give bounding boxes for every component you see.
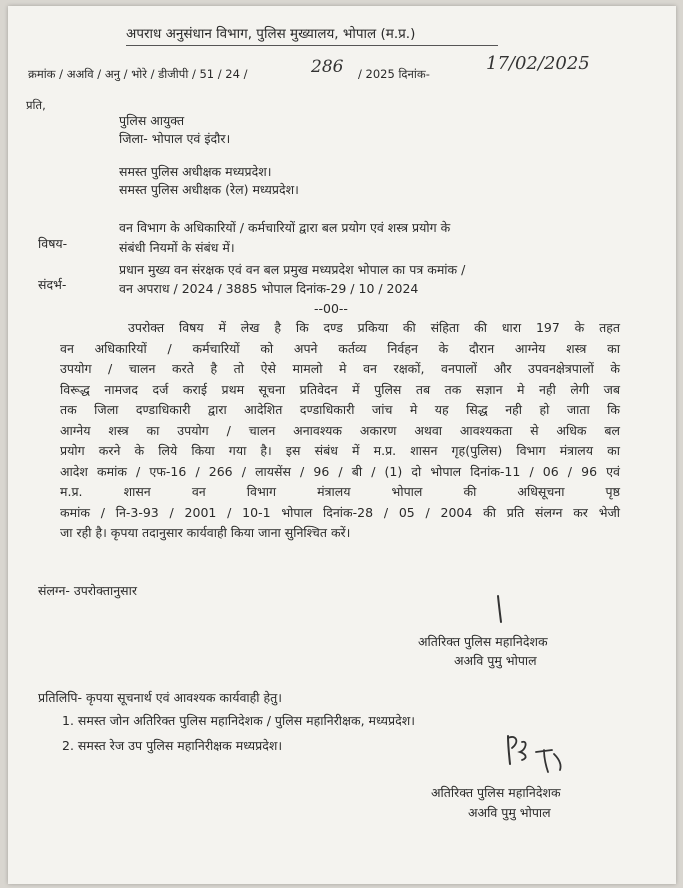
body-line: उपयोग / चालन करते है तो ऐसे मामलो मे वन रक्षकों, वनपालों और उपवनक्षेत्रपालों के — [60, 361, 620, 376]
subject-text: वन विभाग के अधिकारियों / कर्मचारियों द्वारा बल प्रयोग एवं शस्त्र प्रयोग के — [119, 220, 451, 235]
reference-date-label: / 2025 दिनांक- — [358, 67, 430, 81]
reference-text: वन अपराध / 2024 / 3885 भोपाल दिनांक-29 / 10 / 2024 — [119, 281, 419, 296]
recipient-line: समस्त पुलिस अधीक्षक (रेल) मध्यप्रदेश। — [119, 182, 299, 197]
subject-label: विषय- — [38, 236, 68, 251]
enclosure-note: संलग्न- उपरोक्तानुसार — [38, 583, 137, 598]
body-line: म.प्र. शासन वन विभाग मंत्रालय भोपाल की अधिसूचना पृष्ठ — [60, 484, 620, 499]
signatory-designation: अतिरिक्त पुलिस महानिदेशक — [418, 634, 548, 649]
copy-to-intro: प्रतिलिपि- कृपया सूचनार्थ एवं आवश्यक कार्यवाही हेतु। — [38, 690, 283, 705]
letter-sheet — [8, 6, 676, 884]
initials-signature — [502, 728, 572, 776]
to-label: प्रति, — [26, 98, 46, 112]
recipient-line: पुलिस आयुक्त — [119, 113, 185, 128]
recipient-line: जिला- भोपाल एवं इंदौर। — [119, 131, 231, 146]
department-heading: अपराध अनुसंधान विभाग, पुलिस मुख्यालय, भोपाल (म.प्र.) — [126, 26, 416, 42]
section-divider: --00-- — [314, 301, 348, 316]
signatory-designation: अतिरिक्त पुलिस महानिदेशक — [431, 785, 561, 800]
reference-number-prefix: क्रमांक / अअवि / अनु / भोरे / डीजीपी / 51 / 24 / — [28, 67, 248, 81]
subject-text: संबंधी नियमों के संबंध में। — [119, 240, 235, 255]
body-line: कमांक / नि-3-93 / 2001 / 10-1 भोपाल दिनांक-28 / 05 / 2004 की प्रति संलग्न कर भेजी — [60, 504, 620, 520]
body-line: आग्नेय शस्त्र का उपयोग / चालन अनावश्यक अकारण अथवा आवश्यकता से अधिक बल — [60, 422, 620, 438]
body-line: प्रयोग करने के लिये किया गया है। इस संबंध में म.प्र. शासन गृह(पुलिस) विभाग मंत्रालय का — [60, 443, 620, 458]
copy-to-item: 1. समस्त जोन अतिरिक्त पुलिस महानिदेशक / पुलिस महानिरीक्षक, मध्यप्रदेश। — [62, 713, 415, 728]
signatory-office: अअवि पुमु भोपाल — [468, 805, 551, 820]
recipient-line: समस्त पुलिस अधीक्षक मध्यप्रदेश। — [119, 164, 272, 179]
body-line: तक जिला दण्डाधिकारी द्वारा आदेशित दण्डाधिकारी जांच मे यह सिद्ध नही हो जाता कि — [60, 402, 620, 417]
date-handwritten: 17/02/2025 — [486, 53, 590, 74]
reference-number-handwritten: 286 — [311, 57, 344, 77]
signatory-office: अअवि पुमु भोपाल — [454, 653, 537, 668]
reference-label: संदर्भ- — [38, 277, 67, 292]
body-line: उपरोक्त विषय में लेख है कि दण्ड प्रकिया की संहिता की धारा 197 के तहत — [128, 320, 620, 335]
body-line: वन अधिकारियों / कर्मचारियों को अपने कर्तव्य निर्वहन के दौरान आग्नेय शस्त्र का — [60, 340, 620, 356]
body-line: जा रही है। कृपया तदानुसार कार्यवाही किया जाना सुनिश्चित करें। — [60, 525, 351, 540]
reference-text: प्रधान मुख्य वन संरक्षक एवं वन बल प्रमुख मध्यप्रदेश भोपाल का पत्र कमांक / — [119, 262, 466, 277]
signature-mark — [490, 594, 510, 626]
letter-body — [60, 318, 620, 544]
body-line: विरूद्ध नामजद दर्ज कराई प्रथम सूचना प्रतिवेदन में पुलिस तब तक सज्ञान मे नही लेगी जब — [60, 381, 620, 397]
heading-underline — [126, 45, 498, 46]
body-line: आदेश कमांक / एफ-16 / 266 / लायसेंस / 96 / बी / (1) दो भोपाल दिनांक-11 / 06 / 96 एवं — [60, 463, 620, 479]
copy-to-item: 2. समस्त रेज उप पुलिस महानिरीक्षक मध्यप्रदेश। — [62, 738, 283, 753]
